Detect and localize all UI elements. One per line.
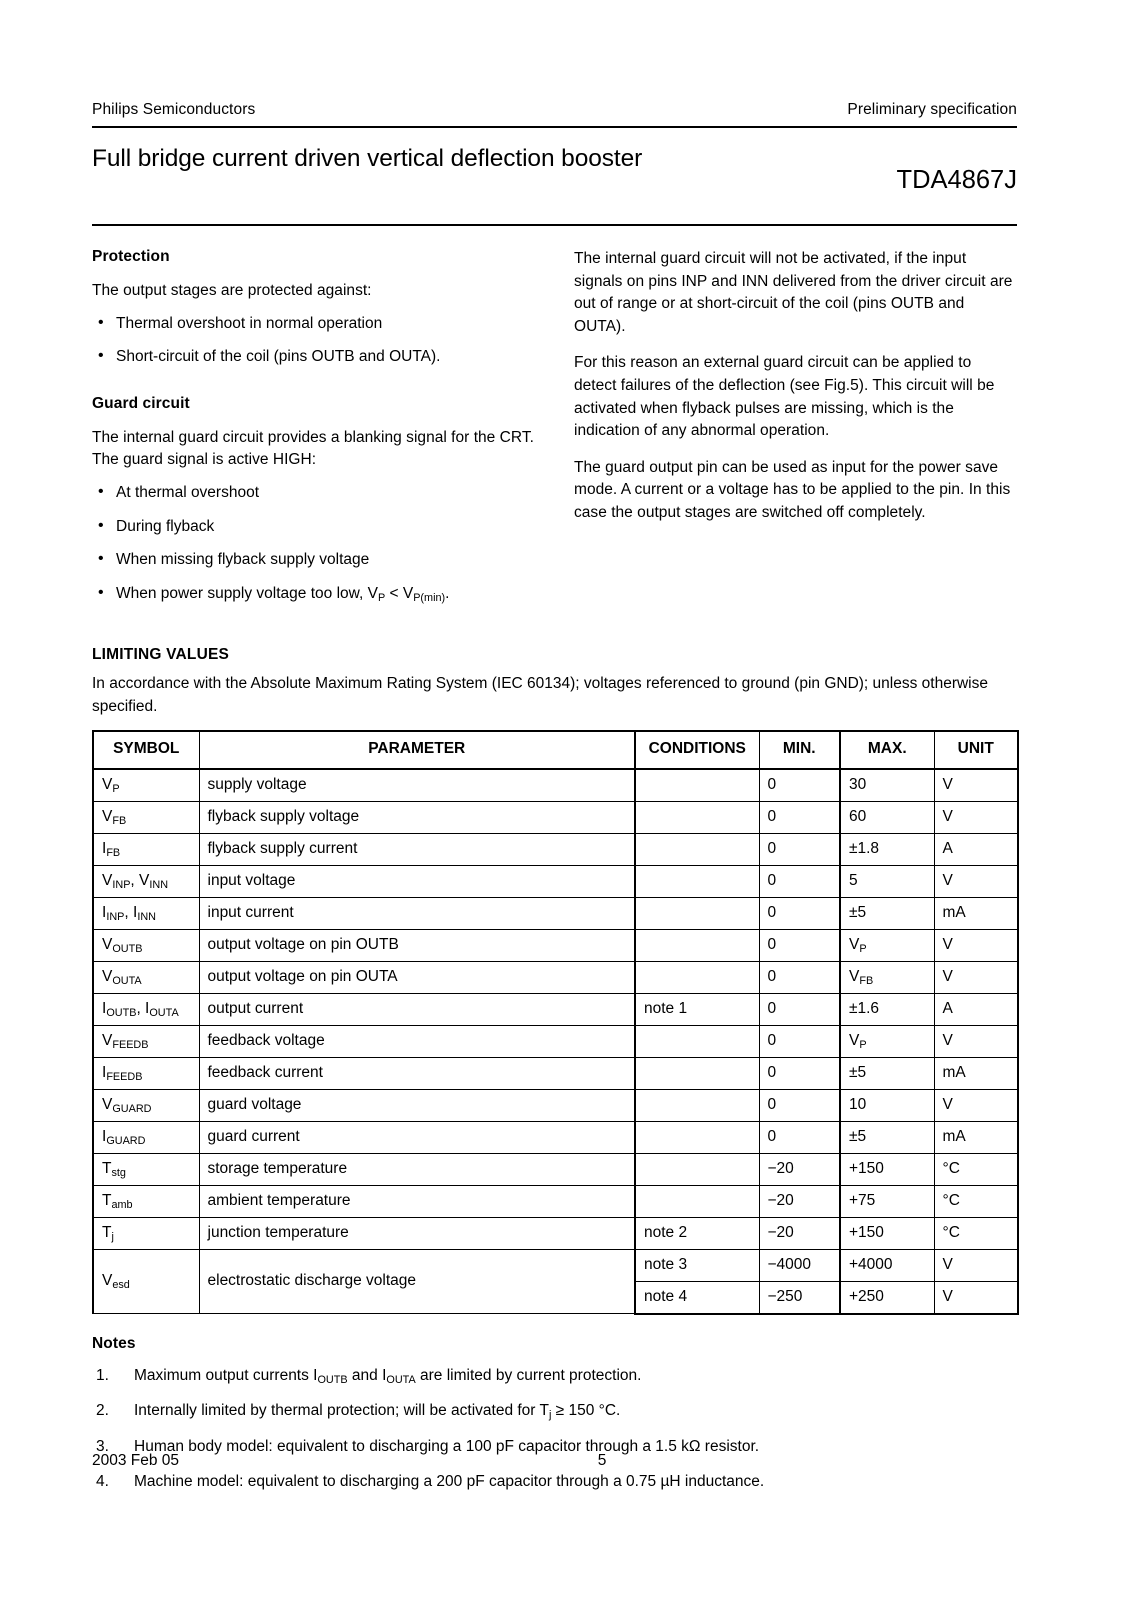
- cell-conditions: [635, 961, 759, 993]
- subscript: INP: [112, 878, 131, 891]
- list-item-supply-voltage: [92, 583, 534, 606]
- cell-symbol: $V_{FEEDB}$: [93, 1025, 199, 1057]
- cell-parameter: output voltage on pin OUTB: [199, 929, 635, 961]
- cell-max: $V_P$: [840, 929, 934, 961]
- note-number: 1.: [96, 1366, 109, 1384]
- cell-conditions: [635, 1185, 759, 1217]
- cell-unit: V: [934, 801, 1018, 833]
- cell-conditions: [635, 929, 759, 961]
- table-header-row: [93, 731, 1018, 769]
- cell-min: 0: [759, 1025, 840, 1057]
- cell-symbol: $V_{OUTB}$: [93, 929, 199, 961]
- cell-parameter: supply voltage: [199, 769, 635, 802]
- subscript: esd: [112, 1278, 130, 1291]
- list-item: • Short-circuit of the coil (pins OUTB and OUTA).: [92, 346, 534, 369]
- column-header-max: MAX.: [840, 731, 934, 769]
- cell-max: ±1.6: [840, 993, 934, 1025]
- cell-max: +150: [840, 1217, 934, 1249]
- note-number: 2.: [96, 1402, 109, 1420]
- page-content: [92, 100, 1017, 1507]
- cell-symbol: $V_{GUARD}$: [93, 1089, 199, 1121]
- cell-unit: °C: [934, 1217, 1018, 1249]
- cell-unit: V: [934, 1025, 1018, 1057]
- subscript: GUARD: [112, 1102, 152, 1115]
- subscript: GUARD: [106, 1134, 146, 1147]
- part-number: TDA4867J: [896, 166, 1017, 194]
- cell-conditions: [635, 897, 759, 929]
- subscript: FEEDB: [112, 1038, 149, 1051]
- cell-max: ±1.8: [840, 833, 934, 865]
- cell-max: +75: [840, 1185, 934, 1217]
- cell-parameter: flyback supply voltage: [199, 801, 635, 833]
- guard-paragraph-1: The internal guard circuit will not be activated, if the input signals on pins INP and INN delivered from the driver circuit are out of range or at short-circuit of the coil (pins OUTB and OUTA).: [574, 250, 1013, 335]
- cell-max: $V_P$: [840, 1025, 934, 1057]
- subscript: OUTB: [317, 1373, 348, 1386]
- list-item: • Thermal overshoot in normal operation: [92, 313, 534, 336]
- cell-max: ±5: [840, 897, 934, 929]
- cell-unit: V: [934, 1249, 1018, 1281]
- list-item: • During flyback: [92, 516, 534, 539]
- cell-symbol: $T_j$: [93, 1217, 199, 1249]
- cell-parameter: feedback current: [199, 1057, 635, 1089]
- column-header-symbol: SYMBOL: [93, 731, 199, 769]
- cell-symbol: $V_P$: [93, 769, 199, 802]
- subscript: j: [111, 1230, 114, 1243]
- protection-intro: The output stages are protected against:: [92, 282, 372, 299]
- table-row: [93, 929, 1018, 961]
- running-head: [92, 100, 1017, 119]
- cell-unit: A: [934, 833, 1018, 865]
- cell-symbol: $V_{esd}$: [93, 1249, 199, 1314]
- protection-bullet-list: [92, 313, 534, 369]
- page-title: Full bridge current driven vertical deflection booster: [92, 145, 643, 172]
- header-rule-bottom: [92, 224, 1017, 226]
- cell-parameter: guard voltage: [199, 1089, 635, 1121]
- subscript: FEEDB: [106, 1070, 143, 1083]
- subscript: FB: [112, 814, 127, 827]
- cell-symbol: $I_{FB}$: [93, 833, 199, 865]
- column-header-conditions: CONDITIONS: [635, 731, 759, 769]
- cell-max: 10: [840, 1089, 934, 1121]
- table-row: [93, 1185, 1018, 1217]
- cell-symbol: $I_{FEEDB}$: [93, 1057, 199, 1089]
- table-row: [93, 1217, 1018, 1249]
- cell-conditions: [635, 1089, 759, 1121]
- note-item: 3. Human body model: equivalent to discharging a 100 pF capacitor through a 1.5 kΩ resistor.: [92, 1436, 1017, 1459]
- cell-parameter: ambient temperature: [199, 1185, 635, 1217]
- title-block: [92, 128, 1017, 224]
- cell-min: −4000: [759, 1249, 840, 1281]
- cell-conditions: [635, 833, 759, 865]
- cell-parameter: storage temperature: [199, 1153, 635, 1185]
- guard-intro: The internal guard circuit provides a blanking signal for the CRT. The guard signal is active HIGH:: [92, 428, 534, 469]
- subscript: INP: [106, 910, 125, 923]
- table-row: [93, 1089, 1018, 1121]
- cell-symbol: $T_{amb}$: [93, 1185, 199, 1217]
- cell-conditions: note 1: [635, 993, 759, 1025]
- subscript: FB: [106, 846, 121, 859]
- cell-unit: A: [934, 993, 1018, 1025]
- cell-unit: V: [934, 1089, 1018, 1121]
- cell-min: −20: [759, 1217, 840, 1249]
- subscript: FB: [859, 974, 874, 987]
- cell-symbol: $I_{OUTB}$, $I_{OUTA}$: [93, 993, 199, 1025]
- footer-date: 2003 Feb 05: [92, 1452, 180, 1469]
- right-column: [574, 248, 1016, 616]
- running-head-company: Philips Semiconductors: [92, 101, 256, 118]
- guard-paragraph-2: For this reason an external guard circuit can be applied to detect failures of the deflection (see Fig.5). This circuit will be activated when flyback pulses are missing, which is the indication of any abnormal operation.: [574, 354, 995, 440]
- table-row: [93, 993, 1018, 1025]
- cell-min: 0: [759, 1121, 840, 1153]
- bullet-text-prefix: When power supply voltage too low, V: [116, 584, 378, 602]
- guard-paragraph-3: The guard output pin can be used as input for the power save mode. A current or a voltage has to be applied to the pin. In this case the output stages are switched off completely.: [574, 458, 1011, 521]
- cell-parameter: output current: [199, 993, 635, 1025]
- heading-protection: Protection: [92, 248, 170, 265]
- cell-symbol: $T_{stg}$: [93, 1153, 199, 1185]
- cell-conditions: [635, 1153, 759, 1185]
- list-item: • When missing flyback supply voltage: [92, 549, 534, 572]
- table-row: [93, 1025, 1018, 1057]
- cell-symbol: $V_{FB}$: [93, 801, 199, 833]
- cell-min: −250: [759, 1281, 840, 1314]
- cell-min: 0: [759, 1089, 840, 1121]
- cell-parameter: guard current: [199, 1121, 635, 1153]
- subscript-pmin: P(min): [413, 591, 446, 604]
- table-row: [93, 865, 1018, 897]
- cell-parameter: input current: [199, 897, 635, 929]
- subscript: OUTB: [106, 1006, 137, 1019]
- cell-parameter: electrostatic discharge voltage: [199, 1249, 635, 1314]
- guard-bullet-list: [92, 482, 534, 605]
- table-header: [93, 731, 1018, 769]
- table-row: [93, 961, 1018, 993]
- cell-conditions: [635, 1121, 759, 1153]
- left-column: [92, 248, 534, 616]
- cell-unit: V: [934, 865, 1018, 897]
- subscript: P: [112, 782, 120, 795]
- heading-guard-circuit: Guard circuit: [92, 394, 190, 412]
- cell-unit: V: [934, 769, 1018, 802]
- subscript: INN: [137, 910, 156, 923]
- notes-section: [92, 1335, 1017, 1494]
- cell-conditions: note 2: [635, 1217, 759, 1249]
- cell-max: +250: [840, 1281, 934, 1314]
- cell-symbol: $V_{INP}$, $V_{INN}$: [93, 865, 199, 897]
- table-row: [93, 1153, 1018, 1185]
- cell-conditions: note 4: [635, 1281, 759, 1314]
- cell-conditions: [635, 1057, 759, 1089]
- table-row: [93, 833, 1018, 865]
- cell-parameter: feedback voltage: [199, 1025, 635, 1057]
- cell-unit: °C: [934, 1185, 1018, 1217]
- subscript: stg: [111, 1166, 126, 1179]
- cell-max: +150: [840, 1153, 934, 1185]
- limiting-values-intro: In accordance with the Absolute Maximum Rating System (IEC 60134); voltages referenced to ground (pin GND); unless otherwise specified.: [92, 675, 988, 715]
- cell-conditions: [635, 769, 759, 802]
- cell-min: 0: [759, 961, 840, 993]
- list-item: • At thermal overshoot: [92, 482, 534, 505]
- cell-conditions: [635, 801, 759, 833]
- cell-unit: mA: [934, 1057, 1018, 1089]
- cell-max: 30: [840, 769, 934, 802]
- note-number: 3.: [96, 1437, 109, 1455]
- subscript: INN: [149, 878, 169, 891]
- cell-parameter: output voltage on pin OUTA: [199, 961, 635, 993]
- note-item: 2. Internally limited by thermal protection; will be activated for $T_j \ge 150$ °C.: [96, 1402, 621, 1422]
- subscript: OUTB: [112, 942, 143, 955]
- table-row: [93, 801, 1018, 833]
- column-header-parameter: PARAMETER: [199, 731, 635, 769]
- cell-conditions: [635, 1025, 759, 1057]
- table-row: [93, 1057, 1018, 1089]
- table-body: [93, 769, 1018, 1314]
- column-header-unit: UNIT: [934, 731, 1018, 769]
- subscript: P: [859, 1038, 867, 1051]
- table-row: [93, 769, 1018, 802]
- cell-unit: mA: [934, 897, 1018, 929]
- table-row: [93, 897, 1018, 929]
- table-row: [93, 1249, 1018, 1281]
- limiting-values-table: [92, 730, 1019, 1315]
- cell-max: +4000: [840, 1249, 934, 1281]
- bullet-text-suffix: .: [445, 584, 450, 602]
- cell-min: 0: [759, 897, 840, 929]
- cell-parameter: input voltage: [199, 865, 635, 897]
- note-item: 1. Maximum output currents $I_{OUTB}$ and $I_{OUTA}$ are limited by current protection.: [96, 1366, 642, 1386]
- cell-symbol: $I_{INP}$, $I_{INN}$: [93, 897, 199, 929]
- cell-min: 0: [759, 1057, 840, 1089]
- cell-max: 60: [840, 801, 934, 833]
- cell-symbol: $V_{OUTA}$: [93, 961, 199, 993]
- cell-unit: V: [934, 961, 1018, 993]
- cell-min: 0: [759, 865, 840, 897]
- notes-list: [92, 1365, 1017, 1494]
- cell-unit: °C: [934, 1153, 1018, 1185]
- body-columns: [92, 248, 1017, 616]
- subscript: OUTA: [149, 1006, 179, 1019]
- cell-min: 0: [759, 993, 840, 1025]
- cell-symbol: $I_{GUARD}$: [93, 1121, 199, 1153]
- cell-parameter: junction temperature: [199, 1217, 635, 1249]
- cell-min: −20: [759, 1185, 840, 1217]
- limiting-values-section: [92, 646, 1017, 1314]
- cell-conditions: note 3: [635, 1249, 759, 1281]
- subscript: j: [548, 1409, 552, 1422]
- running-head-status: Preliminary specification: [847, 101, 1017, 118]
- note-number: 4.: [96, 1473, 109, 1491]
- subscript: P: [859, 942, 867, 955]
- note-item: 4. Machine model: equivalent to discharging a 200 pF capacitor through a 0.75 µH inductance.: [92, 1471, 1017, 1494]
- cell-min: 0: [759, 769, 840, 802]
- cell-min: 0: [759, 833, 840, 865]
- table-row: [93, 1121, 1018, 1153]
- cell-unit: mA: [934, 1121, 1018, 1153]
- heading-notes: Notes: [92, 1334, 136, 1352]
- subscript-p: P: [377, 591, 386, 604]
- cell-parameter: flyback supply current: [199, 833, 635, 865]
- subscript: amb: [111, 1198, 133, 1211]
- cell-unit: V: [934, 929, 1018, 961]
- cell-min: 0: [759, 929, 840, 961]
- cell-unit: V: [934, 1281, 1018, 1314]
- page-footer: [92, 1452, 1017, 1470]
- cell-max: ±5: [840, 1121, 934, 1153]
- bullet-text-mid: < V: [385, 584, 414, 602]
- cell-max: $V_{FB}$: [840, 961, 934, 993]
- column-header-min: MIN.: [759, 731, 840, 769]
- subscript: OUTA: [112, 974, 142, 987]
- cell-min: 0: [759, 801, 840, 833]
- heading-limiting-values: LIMITING VALUES: [92, 646, 230, 664]
- cell-conditions: [635, 865, 759, 897]
- cell-min: −20: [759, 1153, 840, 1185]
- cell-max: ±5: [840, 1057, 934, 1089]
- cell-max: 5: [840, 865, 934, 897]
- footer-page-number: 5: [597, 1452, 607, 1469]
- subscript: OUTA: [386, 1373, 416, 1386]
